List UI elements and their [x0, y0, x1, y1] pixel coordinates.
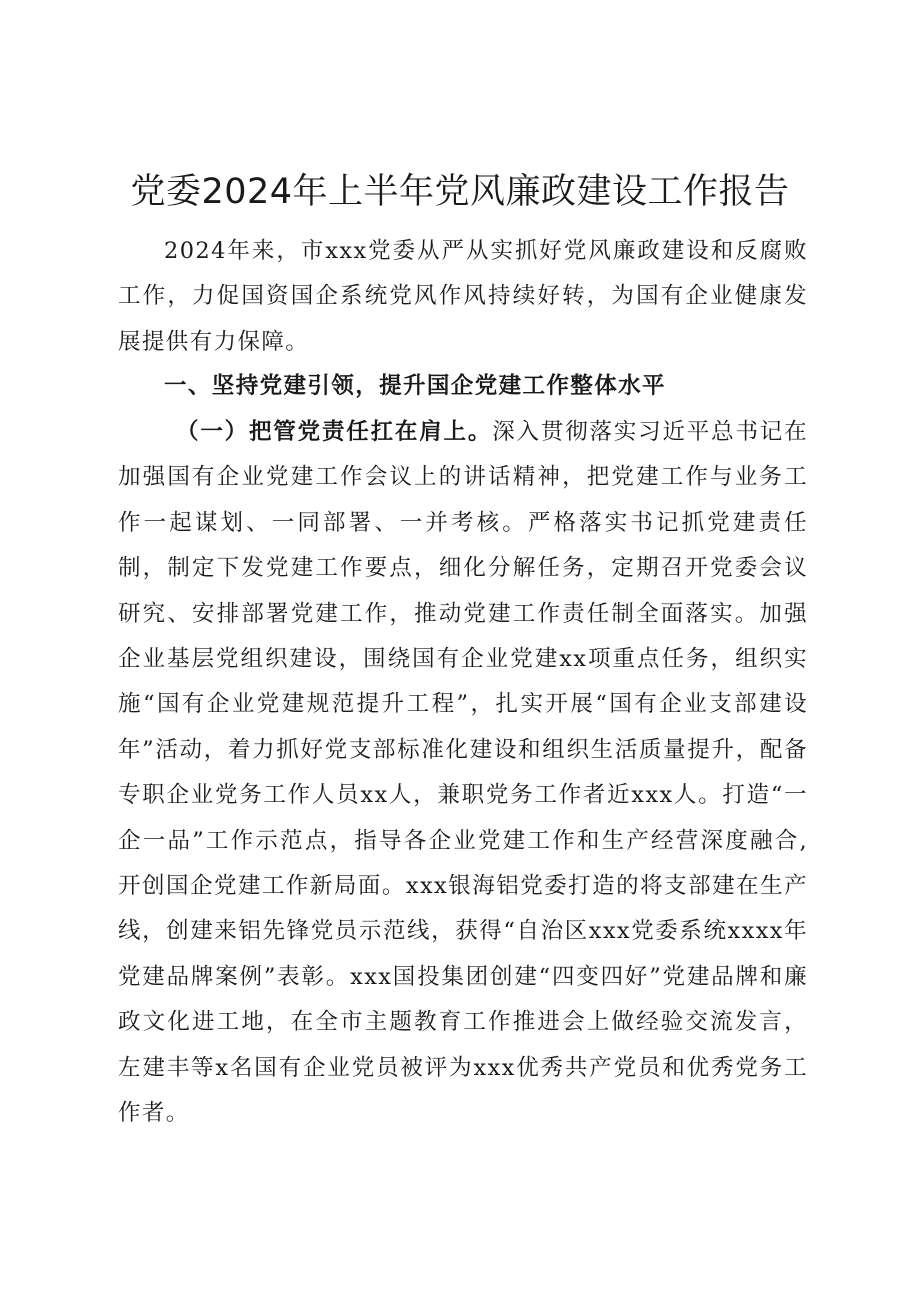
- document-title: 党委2024年上半年党风廉政建设工作报告: [130, 172, 790, 212]
- section-heading: 一、坚持党建引领，提升国企党建工作整体水平: [164, 373, 666, 399]
- intro-paragraph: [118, 229, 808, 365]
- subsection-body: 深入贯彻落实习近平总书记在加强国有企业党建工作会议上的讲话精神，把党建工作与业务工作一起谋划、一同部署、一并考核。严格落实书记抓党建责任制，制定下发党建工作要点，细化分解任务，定期召开党委会议研究、安排部署党建工作，推动党建工作责任制全面落实。加强企业基层党组织建设，围绕国有企业党建xx项重点任务，组织实施“国有企业党建规范提升工程”，扎实开展“国有企业支部建设年”活动，着力抓好党支部标准化建设和组织生活质量提升，配备专职企业党务工作人员xx人，兼职党务工作者近xxx人。打造“一企一品”工作示范点，指导各企业党建工作和生产经营深度融合,开创国企党建工作新局面。xxx银海铝党委打造的将支部建在生产线，创建来铝先锋党员示范线，获得“自治区xxx党委系统xxxx年党建品牌案例”表彰。xxx国投集团创建“四变四好”党建品牌和廉政文化进工地，在全市主题教育工作推进会上做经验交流发言，左建丰等x名国有企业党员被评为xxx优秀共产党员和优秀党务工作者。: [118, 419, 809, 1127]
- intro-text: 2024年来，市xxx党委从严从实抓好党风廉政建设和反腐败工作，力促国资国企系统党风作风持续好转，为国有企业健康发展提供有力保障。: [118, 238, 808, 355]
- subsection-paragraph: [118, 410, 808, 1137]
- subsection-label: （一）把管党责任扛在肩上。: [176, 419, 493, 445]
